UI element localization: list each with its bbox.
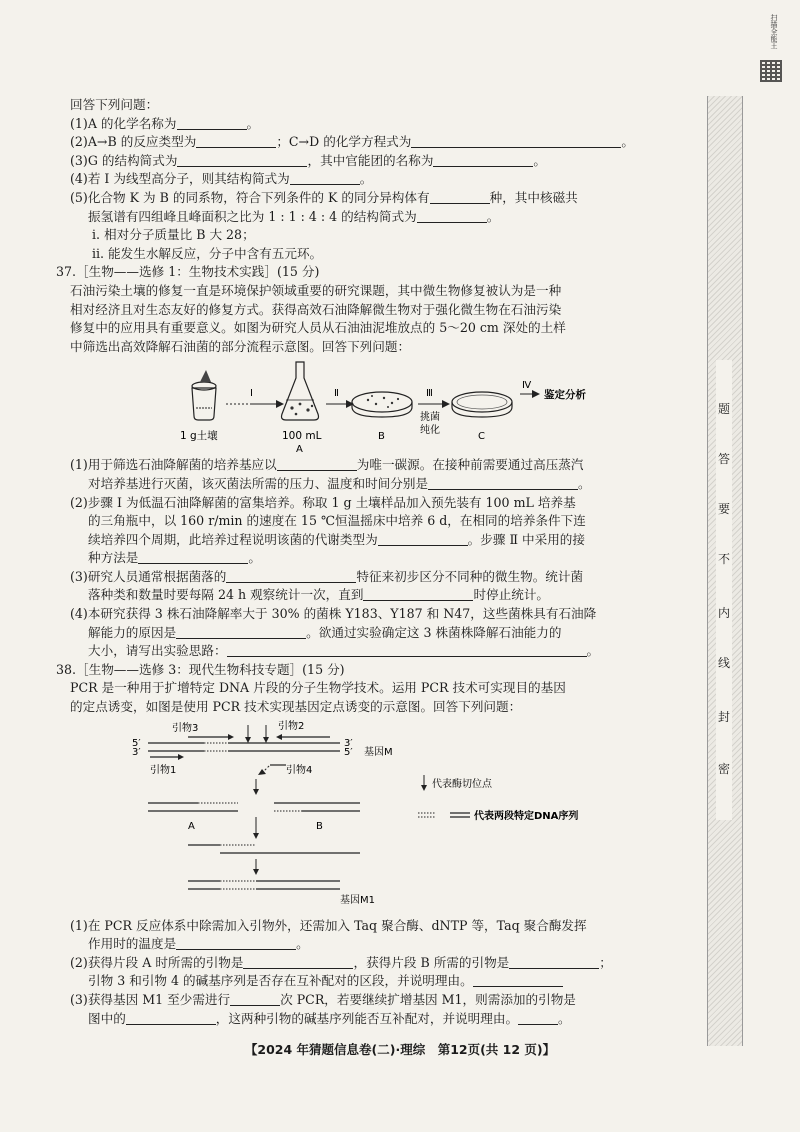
q38-s2a: (2)获得片段 A 时所需的引物是: [70, 954, 244, 970]
step3-note-pick: 挑菌: [420, 412, 440, 424]
fragment-b: [274, 803, 360, 811]
flask-label-a: A: [296, 444, 303, 456]
primer2-label: 引物2: [278, 720, 305, 732]
answer-blank[interactable]: [227, 644, 437, 657]
answer-blank[interactable]: [378, 533, 468, 546]
q38-para-1: PCR 是一种用于扩增特定 DNA 片段的分子生物学技术。运用 PCR 技术可实现目的基因: [70, 680, 566, 696]
dish-label-b: B: [378, 431, 385, 443]
answer-blank[interactable]: [509, 956, 599, 969]
primer4-label: 引物4: [286, 764, 313, 776]
q38-heading: 38.［生物——选修 3：现代生物科技专题］(15 分): [56, 661, 345, 677]
q36-s3a: (3)G 的结构简式为: [70, 152, 178, 168]
gene-m-label: 基因M: [364, 746, 393, 758]
step4-arrow: [520, 390, 540, 398]
q36-s5c: 振氢谱有四组峰且峰面积之比为 1 : 1 : 4 : 4 的结构简式为: [88, 208, 417, 224]
step3-arrow: [418, 400, 450, 408]
q37-para-4: 中筛选出高效降解石油菌的部分流程示意图。回答下列问题：: [70, 338, 411, 354]
margin-char: 不: [717, 552, 730, 566]
pcr-diagram-svg: [70, 717, 680, 917]
answer-blank[interactable]: [473, 974, 563, 987]
legend-sequence-label: 代表两段特定DNA序列: [474, 810, 579, 822]
q38-para-2: 的定点诱变，如图是使用 PCR 技术实现基因定点诱变的示意图。回答下列问题：: [70, 699, 522, 715]
margin-char: 线: [717, 656, 730, 670]
q37-s2b: 的三角瓶中，以 160 r/min 的速度在 15 ℃恒温摇床中培养 6 d，在相同的培养条件下连: [88, 513, 586, 529]
margin-char: 内: [717, 606, 730, 620]
primer4-marker: [258, 765, 286, 775]
fragment-a: [148, 803, 238, 811]
answer-blank[interactable]: [176, 937, 296, 950]
step1-label: Ⅰ: [250, 388, 253, 400]
margin-char: 封: [717, 710, 730, 724]
answer-blank[interactable]: [138, 551, 248, 564]
petri-dish-b-icon: [352, 392, 412, 417]
five-prime-top: 5′: [132, 737, 141, 749]
gene-m1-label: 基因M1: [340, 894, 375, 906]
conical-flask-icon: [282, 362, 319, 420]
fragment-a-label: A: [188, 820, 195, 832]
q36-intro: 回答下列问题：: [70, 97, 159, 112]
answer-blank[interactable]: [363, 588, 473, 601]
flask-volume-label: 100 mL: [282, 430, 322, 443]
primer1-label: 引物1: [150, 764, 177, 776]
qr-code-icon: [760, 60, 782, 82]
q37-s1a: (1)用于筛选石油降解菌的培养基应以: [70, 457, 277, 473]
q37-s2a: (2)步骤 Ⅰ 为低温石油降解菌的富集培养。称取 1 g 土壤样品加入预先装有 100 mL 培养基: [70, 494, 576, 510]
margin-char: 题: [717, 402, 730, 416]
q38-s3c: 图中的: [88, 1010, 126, 1026]
soil-beaker-icon: [192, 370, 216, 420]
dish-label-c: C: [478, 431, 485, 443]
fragment-b-label: B: [316, 820, 323, 832]
q38-s1a: (1)在 PCR 反应体系中除需加入引物外，还需加入 Taq 聚合酶、dNTP 等，Taq 聚合酶发挥: [70, 917, 587, 933]
step1-arrow: [226, 400, 284, 408]
q37-s4b: 解能力的原因是: [88, 624, 177, 640]
q37-s2e: 种方法是: [88, 550, 139, 566]
q36-s1: (1)A 的化学名称为: [70, 115, 177, 131]
q37-s3a: (3)研究人员通常根据菌落的: [70, 568, 227, 584]
scanner-watermark: 扫描全能王: [770, 14, 778, 49]
margin-char: 密: [717, 762, 730, 776]
answer-blank[interactable]: [176, 626, 306, 639]
q36-s2a: (2)A→B 的反应类型为: [70, 134, 197, 150]
q38-s2c: 引物 3 和引物 4 的碱基序列是否存在互补配对的区段，并说明理由。: [88, 973, 473, 989]
q37-heading: 37.［生物——选修 1：生物技术实践］(15 分): [56, 264, 320, 280]
page-content: 回答下列问题： (1)A 的化学名称为 。 (2)A→B 的反应类型为 ；C→D 的化学方程式为 。 (3)G 的结构简式为 ，其中官能团的名称为 。 (4)若 I 为线型高分子，则其结构简式为 。 (5)化合物 K 为 B 的同系物，符合下列条件的 K 的同分异构体有 种，其中核磁共 振氢谱有四组峰且峰面积之比为 1 : 1 : 4 : 4 的结构简式为 。 ⅰ. 相对分子质量比 B 大 28； ⅱ. 能发生水解反应，分子中含有五元环。 37.［生物——选修 1：生物技术实践］(15 分) 石油污染土壤的修复一直是环境保护领域重要的研究课题，其中微生物修复被认为是一种 相对经济且对生态友好的修复方式。获得高效石油降解微生物对于强化微生物在石油污染 修复中的应用具有重要意义。如图为研究人员从石油油泥堆放点的 5～20 cm 深处的土样 中筛选出高效降解石油菌的部分流程示意图。回答下列问题： 1 g土壤 Ⅰ 100 mL A Ⅱ B Ⅲ 挑菌 纯化 C Ⅳ 鉴定分析 (1)用于筛选石油降解菌的培养基应以 为唯一碳源。在接种前需要通过高压蒸汽 对培养基进行灭菌，该灭菌法所需的压力、温度和时间分别是 。 (2)步骤 Ⅰ 为低温石油降解菌的富集培养。称取 1 g 土壤样品加入预先装有 100 mL 培养基 的三角瓶中，以 160 r/min 的速度在 15 ℃恒温摇床中培养 6 d，在相同的培养条件下连 续培养四个周期，此培养过程说明该菌的代谢类型为 。步骤 Ⅱ 中采用的接 种方法是 。 (3)研究人员通常根据菌落的 特征来初步区分不同种的微生物。统计菌 落种类和数量时要每隔 24 h 观察统计一次，直到 时停止统计。 (4)本研究获得 3 株石油降解率大于 30% 的菌株 Y183、Y187 和 N47，这些菌株具有石油降 解能力的原因是 。欲通过实验确定这 3 株菌株降解石油能力的 大小，请写出实验思路： 。 38.［生物——选修 3：现代生物科技专题］(15 分) PCR 是一种用于扩增特定 DNA 片段的分子生物学技术。运用 PCR 技术可实现目的基因 的定点诱变，如图是使用 PCR 技术实现基因定点诱变的示意图。回答下列问题： 引物3 引物2 5′ 3′ 3′ 5′ 基因M 引物1 引物4 A B 基因M1 代表酶切位点 代表两段特定DNA序列 (1)在 PCR 反应体系中除需加入引物外，还需加入 Taq 聚合酶、dNTP 等，Taq 聚合酶发挥 作用时的温度是 。 (2)获得片段 A 时所需的引物是 ，获得片段 B 所需的引物是 ； 引物 3 和引物 4 的碱基序列是否存在互补配对的区段，并说明理由。 (3)获得基因 M1 至少需进行 次 PCR，若要继续扩增基因 M1，则需添加的引物是 图中的 ，这两种引物的碱基序列能否互补配对，并说明理由。 。: [70, 96, 680, 1028]
q37-s1c: 对培养基进行灭菌，该灭菌法所需的压力、温度和时间分别是: [88, 475, 429, 491]
answer-blank[interactable]: [430, 191, 490, 204]
pcr-mutagenesis-diagram: [70, 717, 680, 917]
answer-blank[interactable]: [126, 1012, 216, 1025]
q37-s4d: 大小，请写出实验思路：: [88, 643, 227, 659]
screening-flow-svg: [70, 356, 680, 456]
answer-blank[interactable]: [243, 956, 353, 969]
primer3-label: 引物3: [172, 722, 199, 734]
q37-para-1: 石油污染土壤的修复一直是环境保护领域重要的研究课题，其中微生物修复被认为是一种: [70, 282, 562, 298]
answer-blank[interactable]: [518, 1012, 558, 1025]
answer-blank[interactable]: [226, 570, 356, 583]
answer-blank[interactable]: [428, 477, 578, 490]
legend-cut-site: [421, 775, 427, 791]
analysis-label: 鉴定分析: [544, 389, 586, 402]
three-prime-top-right: 3′: [344, 737, 353, 749]
answer-blank[interactable]: [177, 117, 247, 130]
binding-margin-inner: [716, 360, 732, 820]
gene-m1-strands: [188, 881, 340, 889]
legend-sequence: [418, 813, 470, 817]
q36-s5a: (5)化合物 K 为 B 的同系物，符合下列条件的 K 的同分异构体有: [70, 189, 430, 205]
q37-para-2: 相对经济且对生态友好的修复方式。获得高效石油降解微生物对于强化微生物在石油污染: [70, 301, 562, 317]
q36-condition-2: ⅱ. 能发生水解反应，分子中含有五元环。: [92, 245, 323, 261]
soil-label: 1 g土壤: [180, 430, 218, 443]
q37-s3c: 落种类和数量时要每隔 24 h 观察统计一次，直到: [88, 587, 364, 603]
fused-strands: [188, 845, 360, 853]
answer-blank[interactable]: [411, 135, 621, 148]
page-footer: 【2024 年猜题信息卷(二)·理综 第12页(共 12 页)】: [244, 1042, 556, 1057]
q36-condition-1: ⅰ. 相对分子质量比 B 大 28；: [92, 227, 255, 243]
step4-label: Ⅳ: [522, 380, 532, 392]
answer-blank[interactable]: [177, 154, 307, 167]
screening-flow-diagram: [70, 356, 680, 456]
margin-char: 答: [717, 452, 730, 466]
answer-blank[interactable]: [230, 993, 280, 1006]
answer-blank[interactable]: [277, 458, 357, 471]
q38-s1b: 作用时的温度是: [88, 936, 177, 952]
step2-arrow: [326, 400, 354, 408]
five-prime-top-right: 5′: [344, 746, 353, 758]
answer-blank[interactable]: [290, 172, 360, 185]
q36-s4: (4)若 I 为线型高分子，则其结构简式为: [70, 171, 290, 187]
answer-blank[interactable]: [417, 210, 487, 223]
legend-cut-label: 代表酶切位点: [432, 778, 492, 790]
q37-s2c: 续培养四个周期，此培养过程说明该菌的代谢类型为: [88, 531, 378, 547]
margin-char: 要: [717, 502, 730, 516]
step3-note-purify: 纯化: [420, 425, 440, 437]
step2-label: Ⅱ: [334, 388, 339, 400]
answer-blank[interactable]: [433, 154, 533, 167]
step3-label: Ⅲ: [426, 388, 433, 400]
answer-blank[interactable]: [196, 135, 276, 148]
answer-blank[interactable]: [437, 644, 587, 657]
q37-s4a: (4)本研究获得 3 株石油降解率大于 30% 的菌株 Y183、Y187 和 N47，这些菌株具有石油降: [70, 606, 597, 622]
three-prime-top-left: 3′: [132, 746, 141, 758]
petri-dish-c-icon: [452, 392, 512, 417]
q37-para-3: 修复中的应用具有重要意义。如图为研究人员从石油油泥堆放点的 5～20 cm 深处的土样: [70, 320, 566, 336]
q38-s3a: (3)获得基因 M1 至少需进行: [70, 992, 231, 1007]
